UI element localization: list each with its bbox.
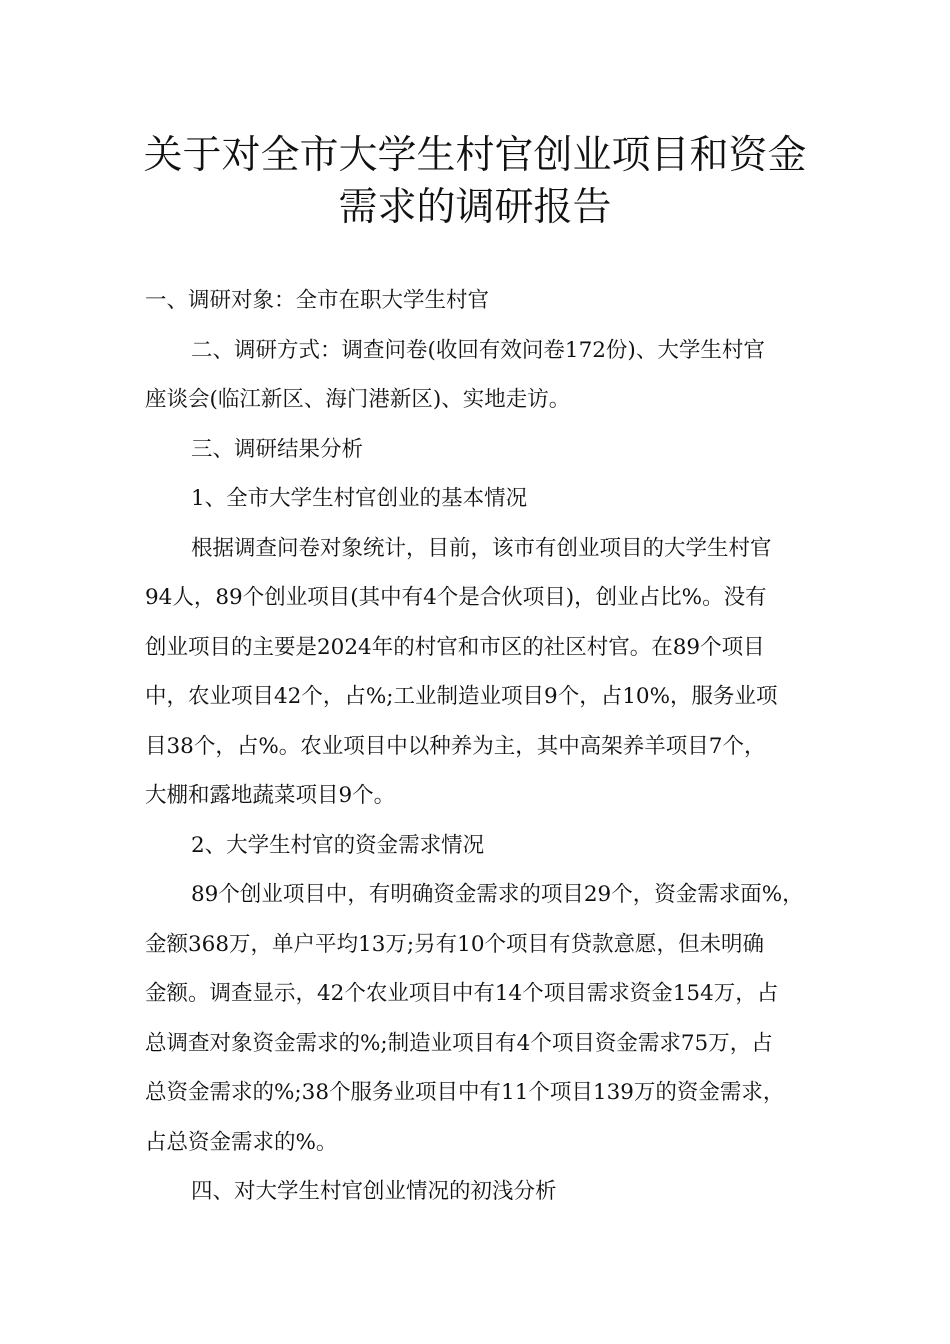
body-line: 三、调研结果分析 <box>191 436 364 462</box>
body-line: 金额。调查显示，42个农业项目中有14个项目需求资金154万，占 <box>145 981 779 1006</box>
body-line: 创业项目的主要是2024年的村官和市区的社区村官。在89个项目 <box>145 634 765 660</box>
body-line: 占总资金需求的%。 <box>145 1129 338 1155</box>
document-title-line-1: 关于对全市大学生村官创业项目和资金 <box>143 133 807 178</box>
body-line: 根据调查问卷对象统计，目前，该市有创业项目的大学生村官 <box>191 535 772 561</box>
body-line: 金额368万，单户平均13万;另有10个项目有贷款意愿，但未明确 <box>145 931 764 957</box>
body-line: 总资金需求的%;38个服务业项目中有11个项目139万的资金需求， <box>145 1080 785 1105</box>
body-line: 一、调研对象：全市在职大学生村官 <box>145 288 490 313</box>
body-line: 中，农业项目42个，占%;工业制造业项目9个，占10%，服务业项 <box>145 684 778 709</box>
body-line: 座谈会(临江新区、海门港新区)、实地走访。 <box>145 387 571 412</box>
body-line: 目38个，占%。农业项目中以种养为主，其中高架养羊项目7个， <box>145 733 766 759</box>
body-line: 2、大学生村官的资金需求情况 <box>191 832 485 858</box>
body-line: 大棚和露地蔬菜项目9个。 <box>145 783 396 808</box>
document-title-line-2: 需求的调研报告 <box>338 185 612 230</box>
body-line: 总调查对象资金需求的%;制造业项目有4个项目资金需求75万，占 <box>145 1030 773 1056</box>
body-line: 1、全市大学生村官创业的基本情况 <box>191 486 528 511</box>
body-line: 94人，89个创业项目(其中有4个是合伙项目)，创业占比%。没有 <box>145 585 767 610</box>
document-body <box>145 276 825 1217</box>
body-line: 四、对大学生村官创业情况的初浅分析 <box>191 1179 557 1204</box>
body-line: 89个创业项目中，有明确资金需求的项目29个，资金需求面%， <box>191 882 804 907</box>
body-line: 二、调研方式：调查问卷(收回有效问卷172份)、大学生村官 <box>191 337 765 363</box>
